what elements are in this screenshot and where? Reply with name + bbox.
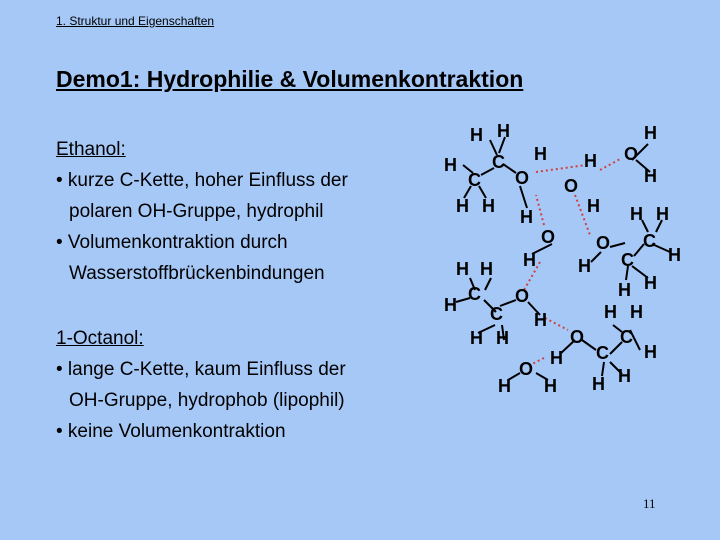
svg-text:H: H <box>544 376 557 396</box>
svg-text:H: H <box>578 256 591 276</box>
svg-text:H: H <box>470 125 483 145</box>
svg-text:H: H <box>480 259 493 279</box>
svg-text:H: H <box>630 302 643 322</box>
svg-text:H: H <box>644 123 657 143</box>
svg-text:C: C <box>468 170 481 190</box>
svg-text:H: H <box>498 376 511 396</box>
svg-text:H: H <box>592 374 605 394</box>
svg-text:H: H <box>444 155 457 175</box>
svg-text:O: O <box>570 327 585 347</box>
svg-text:H: H <box>496 328 509 348</box>
svg-text:H: H <box>618 280 631 300</box>
octanol-bullet-1-cont: OH-Gruppe, hydrophob (lipophil) <box>69 390 345 411</box>
svg-text:H: H <box>523 250 536 270</box>
svg-text:H: H <box>644 273 657 293</box>
svg-text:C: C <box>620 327 633 347</box>
svg-text:H: H <box>534 144 547 164</box>
svg-text:H: H <box>550 348 563 368</box>
ethanol-bullet-1: • kurze C-Kette, hoher Einfluss der <box>56 170 348 191</box>
svg-text:H: H <box>520 207 533 227</box>
svg-text:H: H <box>444 295 457 315</box>
svg-text:H: H <box>644 166 657 186</box>
hydrogen-bond-molecule-diagram <box>430 110 690 400</box>
svg-text:O: O <box>564 176 579 196</box>
ethanol-section <box>56 134 348 289</box>
page-title: Demo1: Hydrophilie & Volumenkontraktion <box>56 66 524 92</box>
svg-text:H: H <box>644 342 657 362</box>
svg-text:C: C <box>643 231 656 251</box>
octanol-heading: 1-Octanol: <box>56 328 144 349</box>
octanol-bullet-1: • lange C-Kette, kaum Einfluss der <box>56 359 346 380</box>
svg-text:H: H <box>604 302 617 322</box>
octanol-bullet-2: • keine Volumenkontraktion <box>56 421 286 442</box>
svg-text:H: H <box>482 196 495 216</box>
svg-text:H: H <box>497 121 510 141</box>
svg-text:H: H <box>456 259 469 279</box>
svg-text:C: C <box>468 284 481 304</box>
svg-text:O: O <box>515 286 530 306</box>
svg-text:O: O <box>624 144 639 164</box>
svg-text:H: H <box>618 366 631 386</box>
svg-text:O: O <box>541 227 556 247</box>
ethanol-bullet-2: • Volumenkontraktion durch <box>56 232 288 253</box>
svg-text:C: C <box>492 152 505 172</box>
svg-text:O: O <box>515 168 530 188</box>
svg-text:H: H <box>630 204 643 224</box>
svg-text:C: C <box>596 343 609 363</box>
svg-text:O: O <box>596 233 611 253</box>
svg-text:H: H <box>534 310 547 330</box>
ethanol-bullet-1-cont: polaren OH-Gruppe, hydrophil <box>69 201 324 222</box>
svg-text:C: C <box>621 250 634 270</box>
svg-text:H: H <box>456 196 469 216</box>
octanol-section <box>56 323 346 447</box>
svg-text:H: H <box>656 204 669 224</box>
ethanol-heading: Ethanol: <box>56 139 126 160</box>
breadcrumb: 1. Struktur und Eigenschaften <box>56 14 215 28</box>
svg-text:O: O <box>519 359 534 379</box>
svg-text:C: C <box>490 304 503 324</box>
ethanol-bullet-2-cont: Wasserstoffbrückenbindungen <box>69 263 325 284</box>
svg-text:H: H <box>584 151 597 171</box>
page-number: 11 <box>643 496 656 511</box>
svg-text:H: H <box>587 196 600 216</box>
svg-text:H: H <box>470 328 483 348</box>
svg-text:H: H <box>668 245 681 265</box>
